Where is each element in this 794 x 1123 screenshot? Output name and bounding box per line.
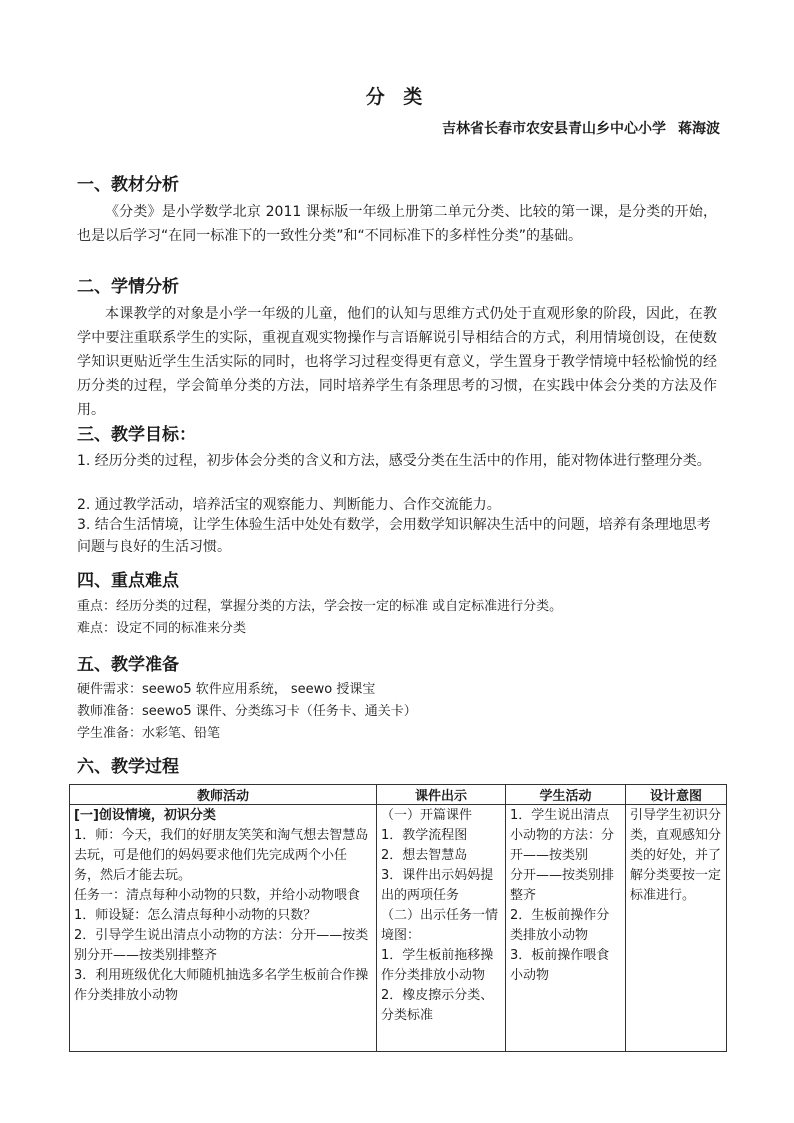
teacher-activity-cell bbox=[70, 805, 377, 1052]
cell-line: 1．学生板前拖移操作分类排放小动物 2．橡皮擦示分类、分类标准 bbox=[381, 948, 494, 1023]
section-heading-preparation: 五、教学准备 bbox=[77, 655, 179, 675]
courseware-cell bbox=[377, 805, 506, 1052]
column-header-teacher: 教师活动 bbox=[70, 785, 377, 805]
column-header-courseware: 课件出示 bbox=[377, 785, 506, 805]
cell-line: 3．利用班级优化大师随机抽选多名学生板前合作操作分类排放小动物 bbox=[74, 968, 369, 1003]
cell-line: 任务一：清点每种小动物的只数，并给小动物喂食 bbox=[74, 888, 361, 903]
section-heading-learner-analysis: 二、学情分析 bbox=[77, 277, 179, 297]
table-header-row bbox=[70, 785, 727, 805]
student-activity-cell bbox=[506, 805, 626, 1052]
table-row bbox=[70, 805, 727, 1052]
cell-line: 2．引导学生说出清点小动物的方法：分开——按类别分开——按类别排整齐 bbox=[74, 928, 369, 963]
cell-line: 2．想去智慧岛 bbox=[381, 848, 468, 863]
section-heading-textbook-analysis: 一、教材分析 bbox=[77, 175, 179, 195]
cell-line: 分开——按类别排整齐 bbox=[510, 868, 615, 903]
section-heading-teaching-goals: 三、教学目标： bbox=[77, 425, 196, 445]
cell-line: 2．生板前操作分类排放小动物 bbox=[510, 908, 610, 943]
cell-line: 引导学生初识分类，直观感知分类的好处，并了解分类要按一定标准进行。 bbox=[630, 808, 722, 903]
cell-line: 3．板前操作喂食小动物 bbox=[510, 948, 610, 983]
preparation-item: 教师准备：seewo5 课件、分类练习卡（任务卡、通关卡） bbox=[77, 704, 417, 719]
key-point-item: 难点：设定不同的标准来分类 bbox=[77, 621, 247, 636]
preparation-item: 硬件需求：seewo5 软件应用系统， seewo 授课宝 bbox=[77, 682, 376, 697]
cell-line: （二）出示任务一情境图： bbox=[381, 908, 499, 943]
column-header-intent: 设计意图 bbox=[626, 785, 727, 805]
cell-line: 1．师设疑：怎么清点每种小动物的只数？ bbox=[74, 908, 317, 923]
cell-line: 1．学生说出清点小动物的方法：分开——按类别 bbox=[510, 808, 615, 863]
section-heading-teaching-process: 六、教学过程 bbox=[77, 757, 179, 777]
cell-line: 3．课件出示妈妈提出的两项任务 bbox=[381, 868, 494, 903]
column-header-student: 学生活动 bbox=[506, 785, 626, 805]
section-text-learner-analysis: 本课教学的对象是小学一年级的儿童，他们的认知与思维方式仍处于直观形象的阶段，因此，在教学中要注重联系学生的实际，重视直观实物操作与言语解说引导相结合的方式，利用情境创设，在使数学知识更贴近学生生活实际的同时，也将学习过程变得更有意义，学生置身于教学情境中轻松愉悦的经历分类的过程，学会简单分类的方法，同时培养学生有条理思考的习惯，在实践中体会分类的方法及作用。 bbox=[77, 306, 717, 418]
goal-item: 3. 结合生活情境，让学生体验生活中处处有数学，会用数学知识解决生活中的问题，培养有条理地思考问题与良好的生活习惯。 bbox=[77, 517, 711, 555]
document-title: 分 类 bbox=[365, 86, 429, 108]
goal-item: 1. 经历分类的过程，初步体会分类的含义和方法，感受分类在生活中的作用，能对物体进行整理分类。 bbox=[77, 453, 711, 469]
key-point-item: 重点：经历分类的过程，掌握分类的方法，学会按一定的标准 或自定标准进行分类。 bbox=[77, 599, 563, 614]
author-name: 蒋海波 bbox=[678, 121, 720, 137]
cell-line: 1．师：今天，我们的好朋友笑笑和淘气想去智慧岛去玩，可是他们的妈妈要求他们先完成两个小任务，然后才能去玩。 bbox=[74, 828, 369, 883]
cell-line: [一]创设情境，初识分类 bbox=[74, 808, 216, 823]
preparation-item: 学生准备：水彩笔、铅笔 bbox=[77, 726, 221, 741]
author-line bbox=[442, 118, 720, 138]
section-text-textbook-analysis: 《分类》是小学数学北京 2011 课标版一年级上册第二单元分类、比较的第一课，是分类的开始，也是以后学习“在同一标准下的一致性分类”和“不同标准下的多样性分类”的基础。 bbox=[77, 204, 717, 244]
design-intent-cell bbox=[626, 805, 727, 1052]
cell-line: 1．教学流程图 bbox=[381, 828, 468, 843]
section-heading-key-points: 四、重点难点 bbox=[77, 571, 179, 591]
teaching-process-table bbox=[69, 784, 727, 1052]
goal-item: 2. 通过教学活动，培养活宝的观察能力、判断能力、合作交流能力。 bbox=[77, 497, 501, 513]
cell-line: （一）开篇课件 bbox=[381, 808, 473, 823]
author-school: 吉林省长春市农安县青山乡中心小学 bbox=[442, 121, 666, 137]
